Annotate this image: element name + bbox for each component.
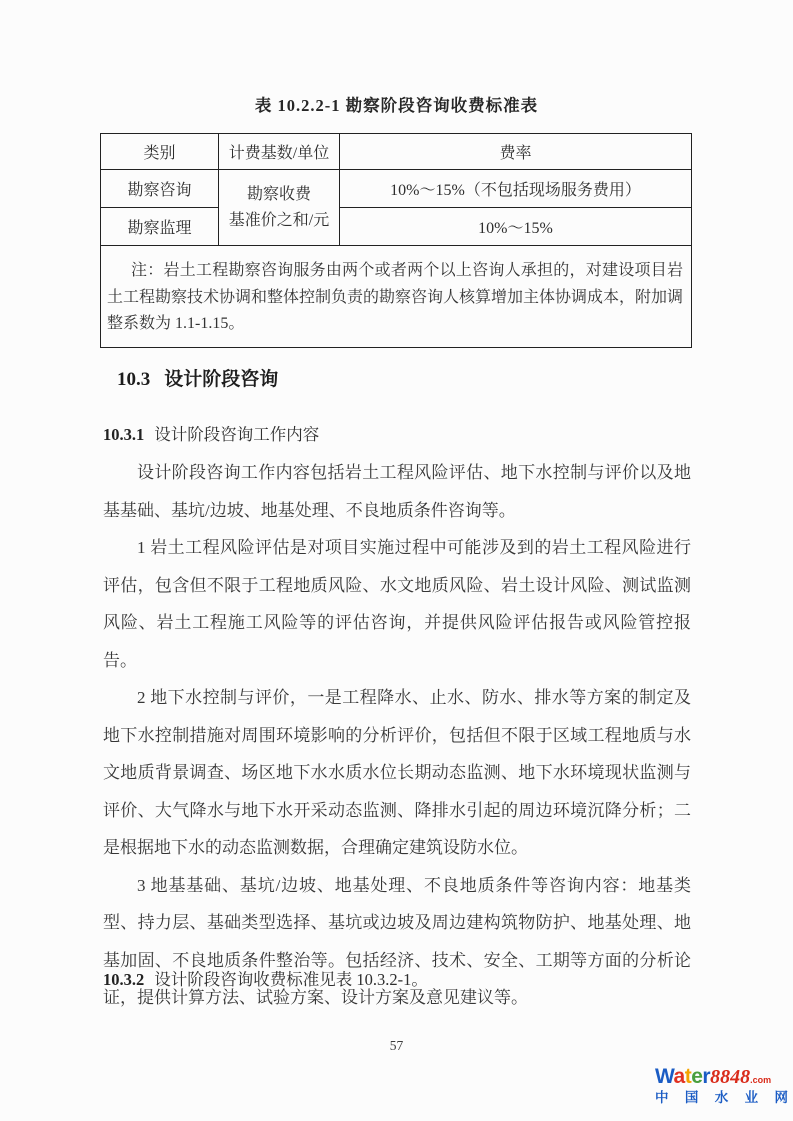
page-number: 57 [389, 1038, 404, 1053]
paragraph-intro: 设计阶段咨询工作内容包括岩土工程风险评估、地下水控制与评价以及地基基础、基坑/边坡、地基处理、不良地质条件咨询等。 [103, 463, 691, 520]
logo-subtitle-char: 网 [774, 1090, 788, 1105]
logo-letter-w: W [655, 1065, 674, 1088]
fee-basis-line2: 基准价之和/元 [228, 211, 330, 229]
paragraph-item-1: 1 岩土工程风险评估是对项目实施过程中可能涉及到的岩土工程风险进行评估，包含但不限于工程地质风险、水文地质风险、岩土设计风险、测试监测风险、岩土工程施工风险等的评估咨询，并提供风险评估报告或风险管控报告。 [103, 538, 691, 670]
logo-subtitle [655, 1091, 788, 1105]
logo-tld: .com [750, 1075, 772, 1085]
water8848-logo [655, 1066, 793, 1105]
logo-letter-a: a [673, 1065, 685, 1088]
header-basis: 计费基数/单位 [219, 134, 340, 170]
closing-text: 设计阶段咨询收费标准见表 10.3.2-1。 [154, 970, 428, 989]
table-note-row [101, 246, 692, 348]
sub-heading-number: 10.3.1 [103, 425, 145, 444]
logo-number: 8848 [710, 1066, 751, 1088]
table-note-cell [101, 246, 692, 348]
logo-letter-r: r [702, 1065, 711, 1088]
closing-clause [103, 966, 691, 994]
body-text [103, 454, 691, 1017]
sub-heading-title: 设计阶段咨询工作内容 [154, 425, 320, 444]
sub-heading [103, 421, 319, 445]
section-number: 10.3 [117, 369, 151, 390]
cell-category-survey-supervision: 勘察监理 [101, 208, 219, 246]
fee-basis-line1: 勘察收费 [246, 185, 311, 203]
logo-letter-t: t [684, 1065, 692, 1088]
section-title: 设计阶段咨询 [164, 369, 279, 390]
table-note: 注：岩土工程勘察咨询服务由两个或者两个以上咨询人承担的，对建设项目岩土工程勘察技术协调和整体控制负责的勘察咨询人核算增加主体协调成本，附加调整系数为 1.1-1.15。 [107, 262, 684, 332]
cell-rate-survey-supervision: 10%～15% [340, 208, 692, 246]
fee-table [100, 133, 692, 348]
logo-subtitle-char: 中 [655, 1090, 669, 1105]
table-row [101, 208, 692, 246]
header-category: 类别 [101, 134, 219, 170]
logo-wordmark [655, 1066, 793, 1087]
table-header-row [101, 134, 692, 170]
table-caption: 表 10.2.2-1 勘察阶段咨询收费标准表 [254, 96, 539, 115]
cell-category-survey-consult: 勘察咨询 [101, 170, 219, 208]
paragraph-item-2: 2 地下水控制与评价，一是工程降水、止水、防水、排水等方案的制定及地下水控制措施对周围环境影响的分析评价，包括但不限于区域工程地质与水文地质背景调查、场区地下水水质水位长期动态监测、地下水环境现状监测与评价、大气降水与地下水开采动态监测、降排水引起的周边环境沉降分析；二是根据地下水的动态监测数据，合理确定建筑设防水位。 [103, 688, 691, 857]
cell-rate-survey-consult: 10%～15%（不包括现场服务费用） [340, 170, 692, 208]
paragraph-item-3: 3 地基基础、基坑/边坡、地基处理、不良地质条件等咨询内容：地基类型、持力层、基础类型选择、基坑或边坡及周边建构筑物防护、地基处理、地基加固、不良地质条件整治等。包括经济、技术、安全、工期等方面的分析论证，提供计算方法、试验方案、设计方案及意见建议等。 [103, 875, 691, 1007]
logo-letter-e: e [691, 1065, 703, 1088]
closing-number: 10.3.2 [103, 970, 145, 989]
logo-subtitle-char: 国 [684, 1090, 699, 1105]
header-rate: 费率 [340, 134, 692, 170]
section-heading [117, 364, 278, 391]
cell-fee-basis [219, 170, 340, 246]
logo-subtitle-char: 水 [714, 1090, 729, 1105]
logo-subtitle-char: 业 [744, 1090, 759, 1105]
table-row [101, 170, 692, 208]
